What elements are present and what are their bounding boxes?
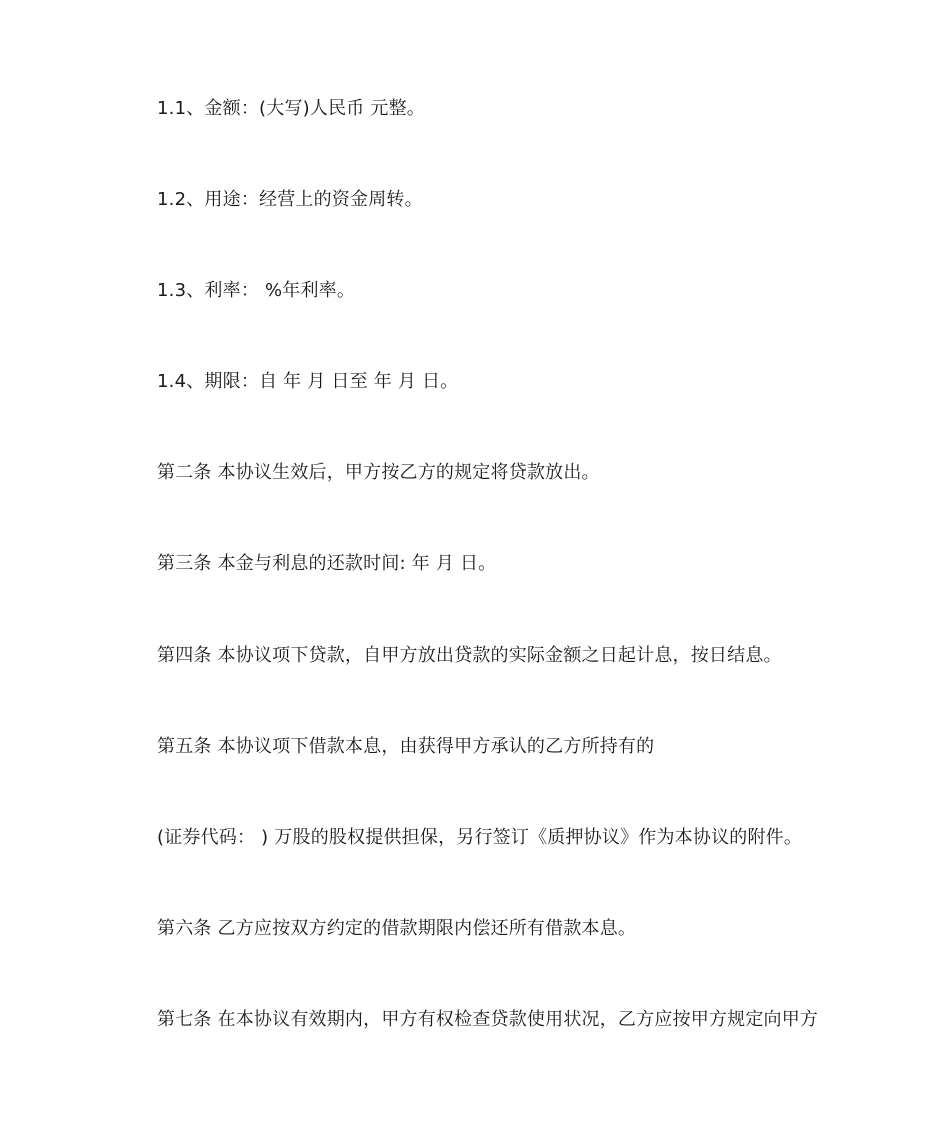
article-2: 第二条 本协议生效后，甲方按乙方的规定将贷款放出。: [157, 462, 600, 483]
clause-1-4-term: 1.4、期限：自 年 月 日至 年 月 日。: [157, 371, 459, 392]
clause-1-3-interest: 1.3、利率： %年利率。: [157, 280, 356, 301]
article-6: 第六条 乙方应按双方约定的借款期限内偿还所有借款本息。: [157, 918, 637, 939]
article-3: 第三条 本金与利息的还款时间: 年 月 日。: [157, 553, 497, 574]
clause-1-2-purpose: 1.2、用途：经营上的资金周转。: [157, 189, 423, 210]
article-4: 第四条 本协议项下贷款，自甲方放出贷款的实际金额之日起计息，按日结息。: [157, 645, 782, 666]
article-7: 第七条 在本协议有效期内，甲方有权检查贷款使用状况，乙方应按甲方规定向甲方: [157, 1009, 819, 1030]
clause-1-1-amount: 1.1、金额：(大写)人民币 元整。: [157, 98, 425, 119]
article-5: 第五条 本协议项下借款本息，由获得甲方承认的乙方所持有的: [157, 736, 655, 757]
article-5-continuation: (证券代码： ) 万股的股权提供担保，另行签订《质押协议》作为本协议的附件。: [157, 827, 803, 848]
